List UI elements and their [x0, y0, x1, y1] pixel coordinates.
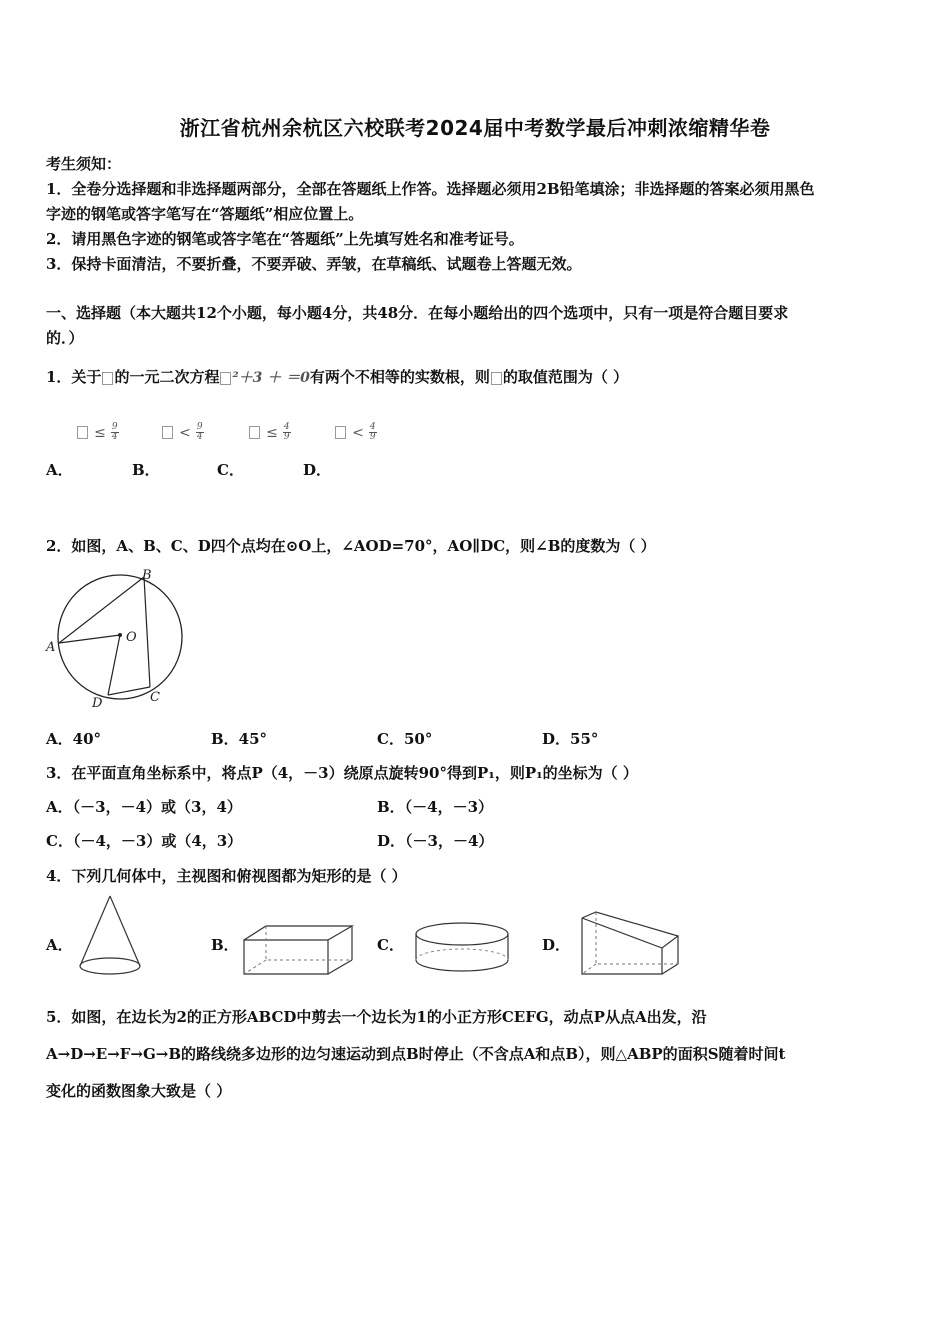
page-title: 浙江省杭州余杭区六校联考2024届中考数学最后冲刺浓缩精华卷 [179, 116, 771, 140]
q2-option-d: D．55° [542, 730, 599, 748]
q2-circle-figure [40, 565, 190, 715]
q3-option-d: D．（－3，－4） [377, 832, 494, 850]
label-o: O [126, 630, 137, 645]
q1-option-d-math: < $\frac{4}{9}$ [334, 422, 377, 442]
notice-heading: 考生须知： [46, 155, 122, 173]
question-5-line3: 变化的函数图象大致是（ ） [46, 1082, 232, 1100]
label-d: D [92, 696, 103, 711]
cone-figure-icon [72, 890, 150, 982]
segment-od [108, 635, 120, 695]
q1-text-3: 有两个不相等的实数根，则 [309, 368, 490, 386]
question-1-stem [46, 366, 628, 387]
label-b: B [142, 568, 152, 583]
question-5-line2: A→D→E→F→G→B的路线绕多边形的边匀速运动到点B时停止（不含点A和点B），则△ABP的面积S随着时间t [46, 1045, 786, 1063]
q3-option-a: A．（－3，－4）或（3，4） [46, 798, 242, 816]
q3-option-b: B．（－4，－3） [377, 798, 494, 816]
q1-equation: ²＋3 ＋ ＝0 [232, 370, 310, 386]
q3-option-c: C．（－4，－3）或（4，3） [46, 832, 243, 850]
q1-option-c-math: ≤ $\frac{4}{9}$ [248, 422, 291, 442]
q1-text-4: 的取值范围为（ ） [502, 368, 629, 386]
placeholder-box-icon [249, 426, 260, 439]
notice-line-1a: 1．全卷分选择题和非选择题两部分，全部在答题纸上作答。选择题必须用2B铅笔填涂；非选择题的答案必须用黑色 [46, 180, 815, 198]
q1-option-b-label: B． [132, 461, 160, 479]
label-c: C [150, 690, 160, 705]
question-4-stem: 4．下列几何体中，主视图和俯视图都为矩形的是（ ） [46, 867, 407, 885]
section1-line2: 的．） [46, 329, 84, 347]
cylinder-figure-icon [410, 918, 514, 980]
q4-option-d-label: D． [542, 936, 571, 954]
placeholder-box-icon [102, 372, 113, 385]
notice-line-3: 3．保持卡面清洁，不要折叠，不要弄破、弄皱，在草稿纸、试题卷上答题无效。 [46, 255, 582, 273]
cuboid-figure-icon [238, 920, 358, 980]
q1-option-a-math: ≤ $\frac{9}{4}$ [76, 422, 119, 442]
q2-option-b: B．45° [211, 730, 268, 748]
q2-option-a: A．40° [46, 730, 102, 748]
label-a: A [46, 640, 56, 655]
section1-line1: 一、选择题（本大题共12个小题，每小题4分，共48分．在每小题给出的四个选项中，只有一项是符合题目要求 [46, 304, 789, 322]
q4-option-c-label: C． [377, 936, 404, 954]
placeholder-box-icon [335, 426, 346, 439]
placeholder-box-icon [77, 426, 88, 439]
notice-line-1b: 字迹的钢笔或答字笔写在“答题纸”相应位置上。 [46, 205, 364, 223]
q1-text-1: 1．关于 [46, 368, 102, 386]
placeholder-box-icon [162, 426, 173, 439]
notice-line-2: 2．请用黑色字迹的钢笔或答字笔在“答题纸”上先填写姓名和准考证号。 [46, 230, 524, 248]
q1-text-2: 的一元二次方程 [114, 368, 220, 386]
q2-option-c: C．50° [377, 730, 433, 748]
q4-option-a-label: A． [46, 936, 73, 954]
placeholder-box-icon [491, 372, 502, 385]
q1-option-d-label: D． [303, 461, 332, 479]
center-point [118, 633, 122, 637]
question-3-stem: 3．在平面直角坐标系中，将点P（4，－3）绕原点旋转90°得到P₁，则P₁的坐标为（ ） [46, 764, 638, 782]
question-5-line1: 5．如图，在边长为2的正方形ABCD中剪去一个边长为1的小正方形CEFG，动点P从点A出发，沿 [46, 1008, 707, 1026]
q1-option-a-label: A． [46, 461, 73, 479]
q1-option-b-math: < $\frac{9}{4}$ [161, 422, 204, 442]
prism-figure-icon [576, 908, 686, 980]
placeholder-box-icon [220, 372, 231, 385]
question-2-stem: 2．如图，A、B、C、D四个点均在⊙O上，∠AOD=70°，AO∥DC，则∠B的度数为（ ） [46, 537, 656, 555]
q4-option-b-label: B． [211, 936, 239, 954]
segment-bc [144, 577, 150, 687]
q1-option-c-label: C． [217, 461, 244, 479]
